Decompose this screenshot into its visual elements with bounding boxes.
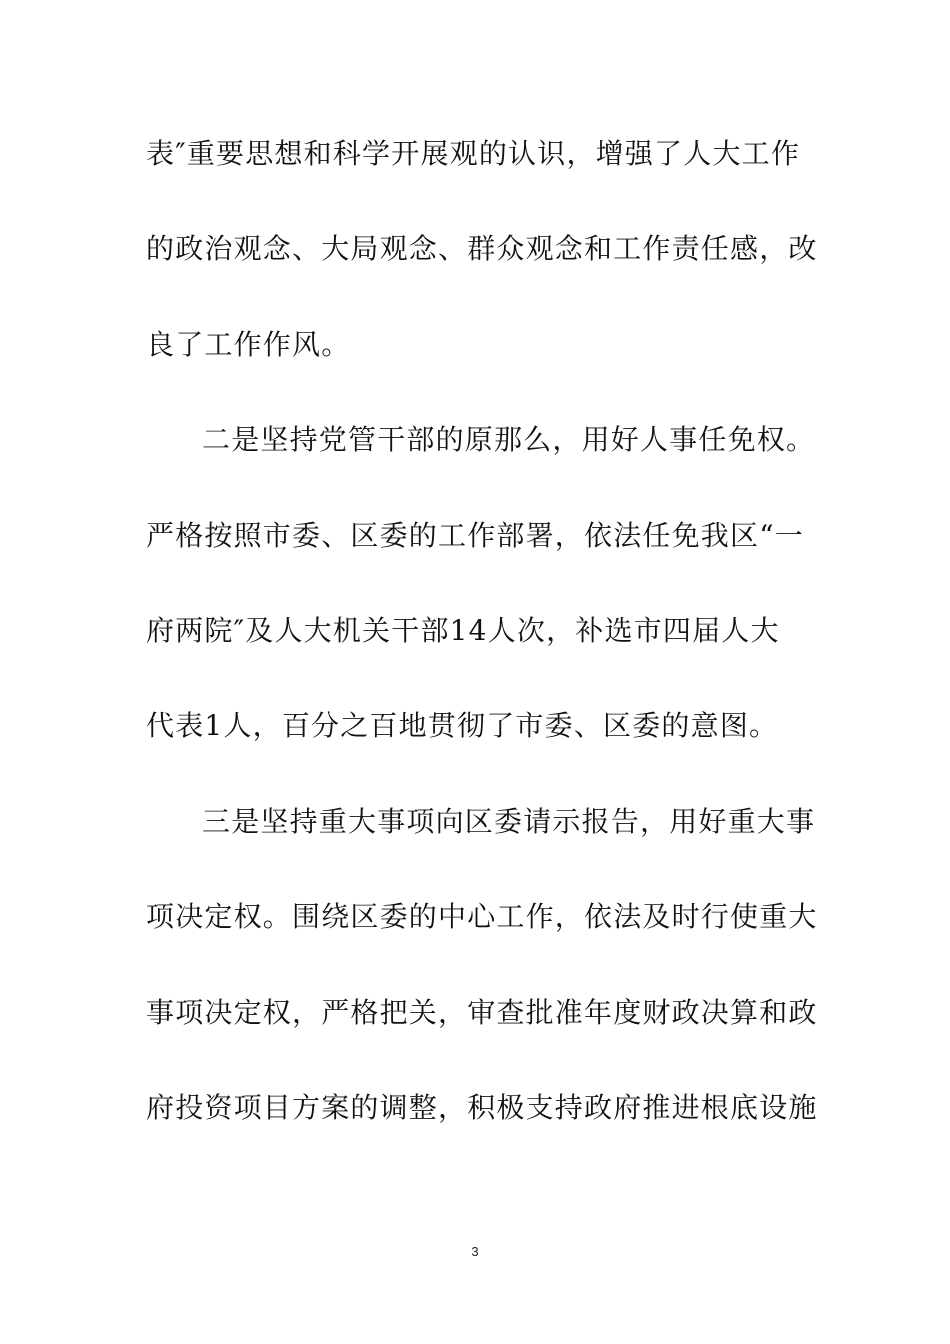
- page-number: 3: [471, 1244, 479, 1259]
- text-line-7: 代表1人，百分之百地贯彻了市委、区委的意图。: [146, 709, 779, 742]
- text-line-8: 三是坚持重大事项向区委请示报告，用好重大事: [202, 805, 816, 838]
- text-line-1: 表″重要思想和科学开展观的认识，增强了人大工作: [146, 137, 801, 170]
- text-line-10: 事项决定权，严格把关，审查批准年度财政决算和政: [146, 996, 818, 1029]
- text-line-11: 府投资项目方案的调整，积极支持政府推进根底设施: [146, 1091, 818, 1124]
- text-line-4: 二是坚持党管干部的原那么，用好人事任免权。: [202, 423, 816, 456]
- text-line-3: 良了工作作风。: [146, 328, 351, 361]
- text-line-5: 严格按照市委、区委的工作部署，依法任免我区“一: [146, 519, 804, 552]
- text-line-6: 府两院″及人大机关干部14人次，补选市四届人大: [146, 614, 780, 647]
- text-line-9: 项决定权。围绕区委的中心工作，依法及时行使重大: [146, 900, 818, 933]
- text-line-2: 的政治观念、大局观念、群众观念和工作责任感，改: [146, 232, 818, 265]
